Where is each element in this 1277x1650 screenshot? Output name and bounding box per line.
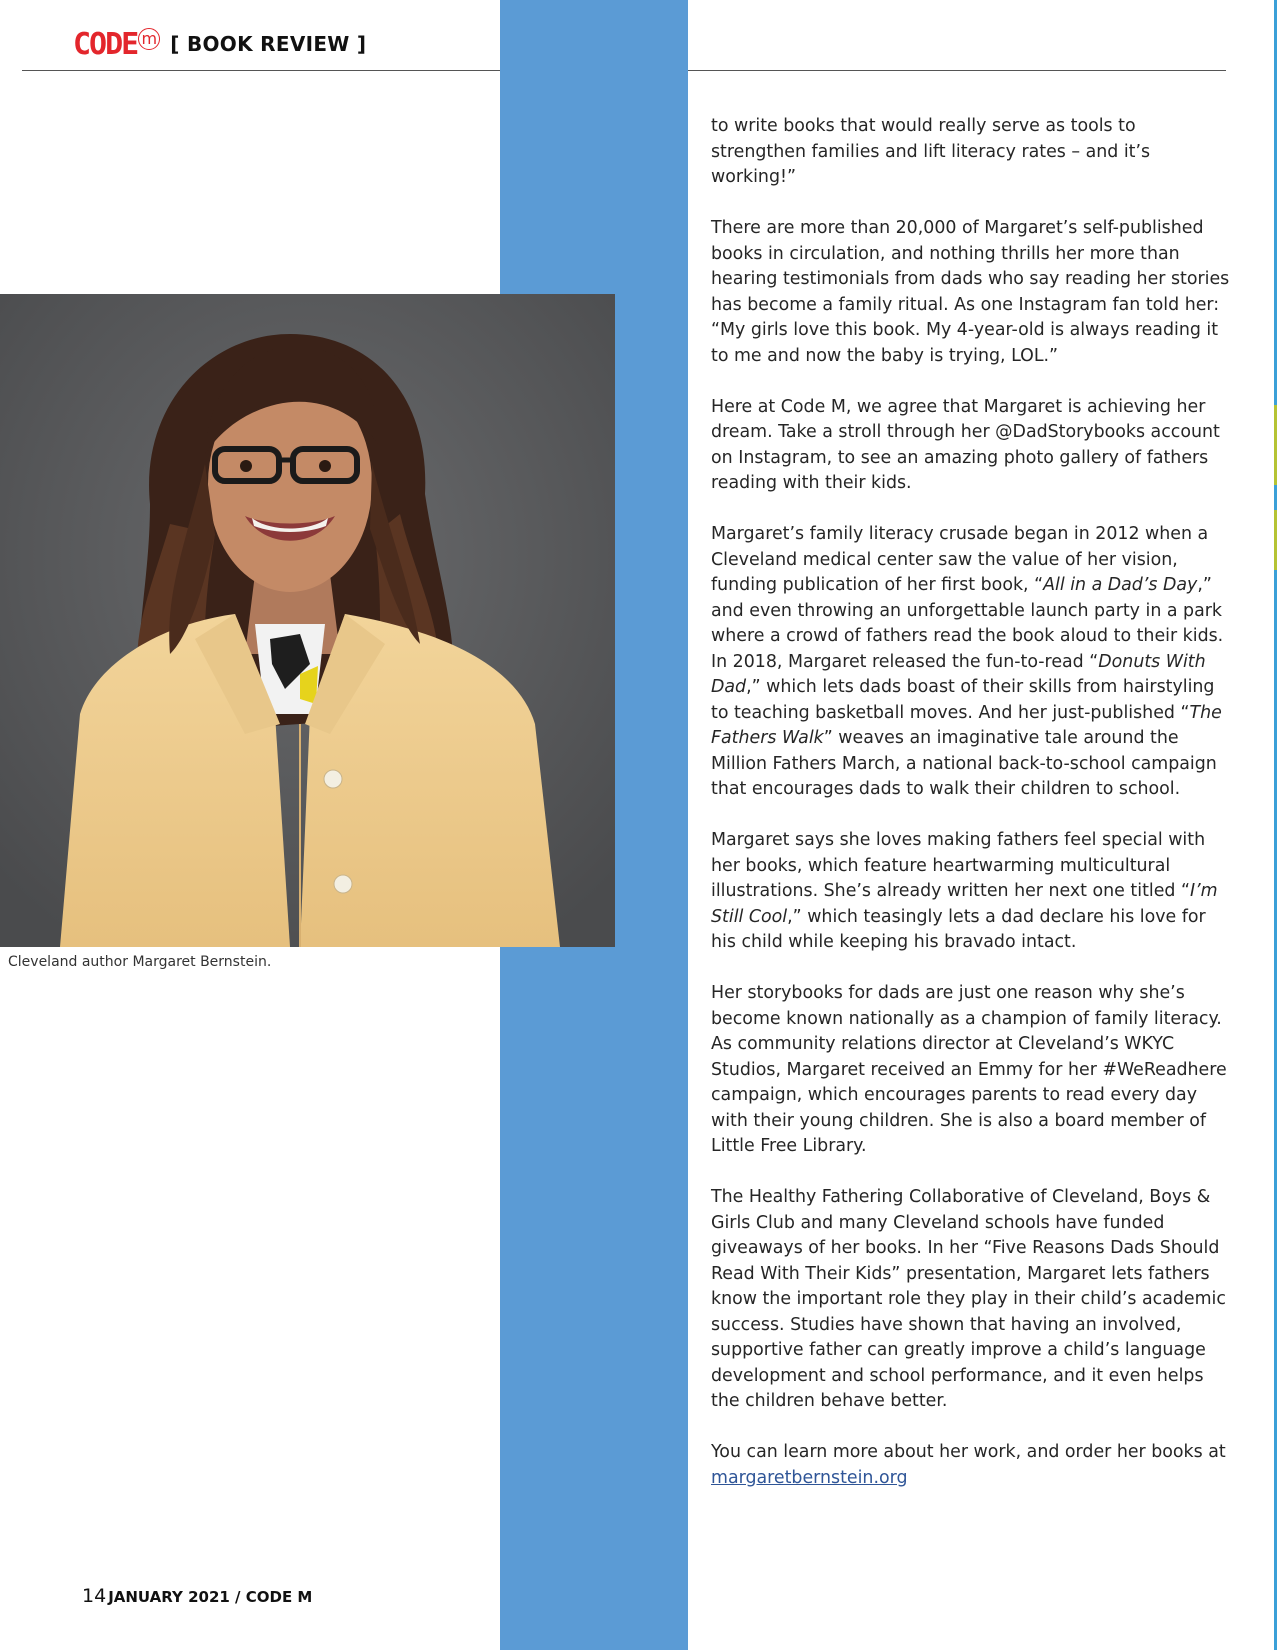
paragraph-text: Margaret’s family literacy crusade began in 2012 when a Cleveland medical center saw the value of her vision, funding publication of her first book, “: [711, 524, 1209, 595]
page-number: 14: [82, 1585, 107, 1607]
page-footer: [82, 1585, 312, 1607]
book-title: I’m Still Cool: [711, 881, 1218, 927]
page-header: [73, 24, 366, 64]
book-title: The Fathers Walk: [711, 702, 1222, 748]
article-body: [711, 114, 1231, 1517]
paragraph-text: ,” and even throwing an unforgettable launch party in a park where a crowd of fathers read the book aloud to their kids. In 2018, Margaret released the fun-to-read “: [711, 575, 1224, 672]
paragraph-text: ,” which lets dads boast of their skills from hairstyling to teaching basketball moves. And her just-published “: [711, 677, 1215, 723]
author-photo: [0, 294, 615, 947]
article-paragraph: [711, 522, 1231, 803]
article-paragraph: to write books that would really serve as tools to strengthen families and lift literacy rates – and it’s working!”: [711, 116, 1151, 187]
book-title: All in a Dad’s Day: [1043, 575, 1198, 595]
paragraph-text: Margaret says she loves making fathers feel special with her books, which feature heartwarming multicultural illustrations. She’s already written her next one titled “: [711, 830, 1206, 901]
issue-label: JANUARY 2021 / CODE M: [108, 1588, 313, 1606]
logo-m-badge: m: [138, 28, 160, 50]
author-portrait-illustration: [0, 294, 615, 947]
paragraph-text: ” weaves an imaginative tale around the Million Fathers March, a national back-to-school campaign that encourages dads to walk their children to school.: [711, 728, 1217, 799]
header-rule-left: [22, 70, 500, 71]
article-paragraph: [711, 828, 1231, 956]
book-title: Donuts With Dad: [711, 651, 1206, 697]
logo-wordmark: CODE: [73, 26, 138, 62]
article-paragraph: There are more than 20,000 of Margaret’s self-published books in circulation, and nothing thrills her more than hearing testimonials from dads who say reading her stories has become a family ritual. As one Instagram fan told her: “My girls love this book. My 4-year-old is always reading it to me and now the baby is trying, LOL.”: [711, 218, 1230, 366]
article-paragraph: [711, 1440, 1231, 1491]
paragraph-text: ,” which teasingly lets a dad declare his love for his child while keeping his bravado intact.: [711, 906, 1206, 952]
article-paragraph: Here at Code M, we agree that Margaret is achieving her dream. Take a stroll through her @DadStorybooks account on Instagram, to see an amazing photo gallery of fathers reading with their kids.: [711, 396, 1220, 493]
photo-caption: Cleveland author Margaret Bernstein.: [8, 954, 272, 970]
header-rule-right: [688, 70, 1226, 71]
section-label: [ BOOK REVIEW ]: [170, 32, 367, 56]
code-m-logo: [73, 24, 160, 64]
article-paragraph: Her storybooks for dads are just one reason why she’s become known nationally as a champion of family literacy. As community relations director at Cleveland’s WKYC Studios, Margaret received an Emmy for her #WeReadhere campaign, which encourages parents to read every day with their young children. She is also a board member of Little Free Library.: [711, 983, 1227, 1156]
paragraph-text: You can learn more about her work, and order her books at: [711, 1442, 1226, 1462]
article-paragraph: The Healthy Fathering Collaborative of Cleveland, Boys & Girls Club and many Cleveland schools have funded giveaways of her books. In her “Five Reasons Dads Should Read With Their Kids” presentation, Margaret lets fathers know the important role they play in their child’s academic success. Studies have shown that having an involved, supportive father can greatly improve a child’s language development and school performance, and it even helps the children behave better.: [711, 1187, 1226, 1411]
website-link[interactable]: margaretbernstein.org: [711, 1467, 908, 1488]
